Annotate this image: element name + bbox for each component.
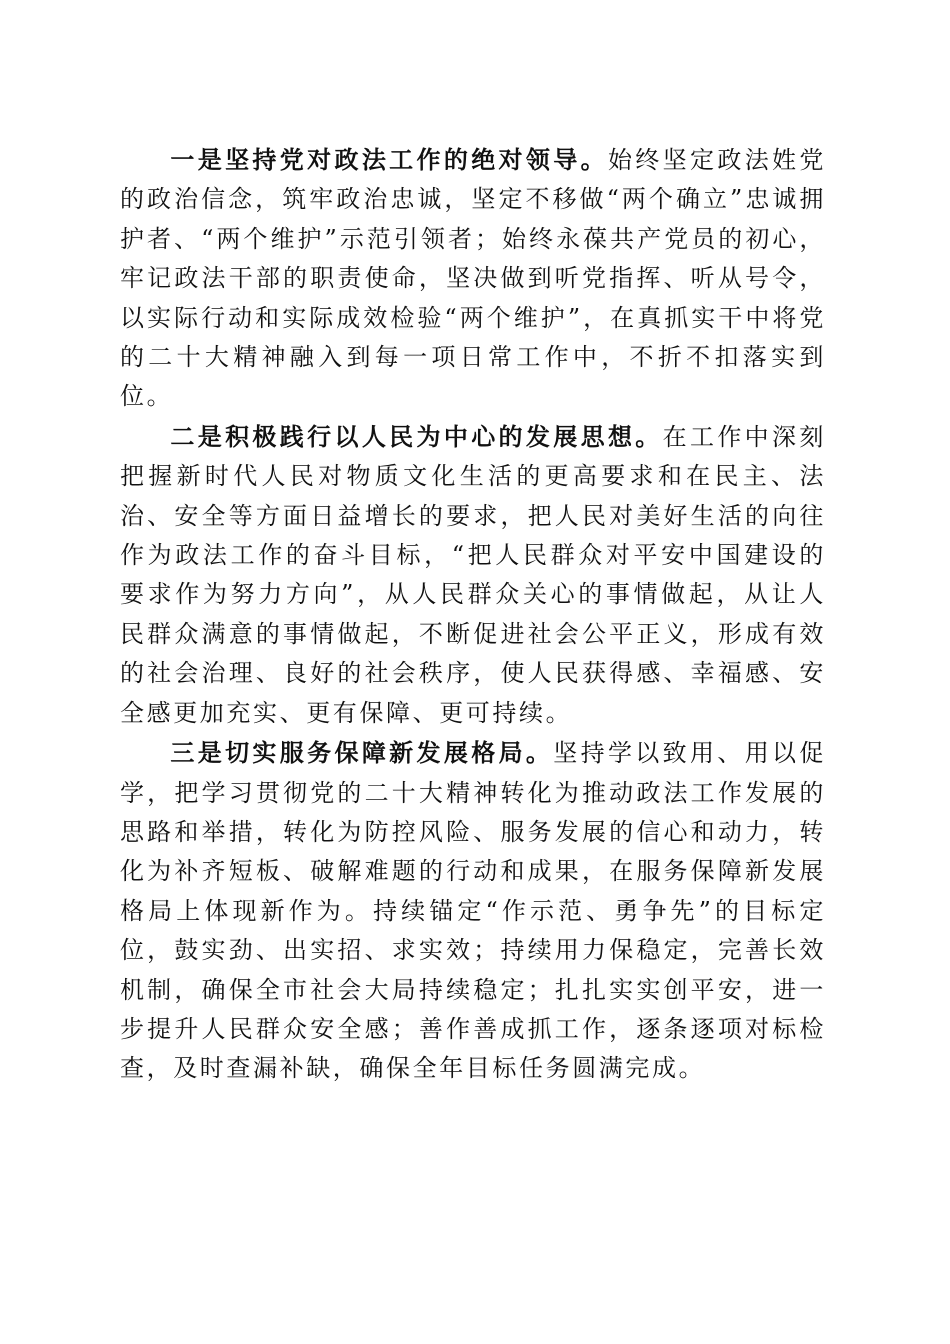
- paragraph-3: [120, 733, 826, 1089]
- paragraph-1: [120, 140, 826, 417]
- paragraph-2-body: 在工作中深刻把握新时代人民对物质文化生活的更高要求和在民主、法治、安全等方面日益增长的要求，把人民对美好生活的向往作为政法工作的奋斗目标，“把人民群众对平安中国建设的要求作为努力方向”，从人民群众关心的事情做起，从让人民群众满意的事情做起，不断促进社会公平正义，形成有效的社会治理、良好的社会秩序，使人民获得感、幸福感、安全感更加充实、更有保障、更可持续。: [120, 422, 826, 727]
- paragraph-2: [120, 417, 826, 733]
- paragraph-2-lead: 二是积极践行以人民为中心的发展思想。: [170, 421, 663, 451]
- document-body: [120, 140, 826, 1089]
- paragraph-1-lead: 一是坚持党对政法工作的绝对领导。: [170, 145, 608, 174]
- paragraph-1-body: 始终坚定政法姓党的政治信念，筑牢政治忠诚，坚定不移做“两个确立”忠诚拥护者、“两个维护”示范引领者；始终永葆共产党员的初心，牢记政法干部的职责使命，坚决做到听党指挥、听从号令，以实际行动和实际成效检验“两个维护”，在真抓实干中将党的二十大精神融入到每一项日常工作中，不折不扣落实到位。: [120, 146, 826, 411]
- paragraph-3-lead: 三是切实服务保障新发展格局。: [170, 738, 554, 768]
- paragraph-3-body: 坚持学以致用、用以促学，把学习贯彻党的二十大精神转化为推动政法工作发展的思路和举措，转化为防控风险、服务发展的信心和动力，转化为补齐短板、破解难题的行动和成果，在服务保障新发展格局上体现新作为。持续锚定“作示范、勇争先”的目标定位，鼓实劲、出实招、求实效；持续用力保稳定，完善长效机制，确保全市社会大局持续稳定；扎扎实实创平安，进一步提升人民群众安全感；善作善成抓工作，逐条逐项对标检查，及时查漏补缺，确保全年目标任务圆满完成。: [120, 739, 826, 1083]
